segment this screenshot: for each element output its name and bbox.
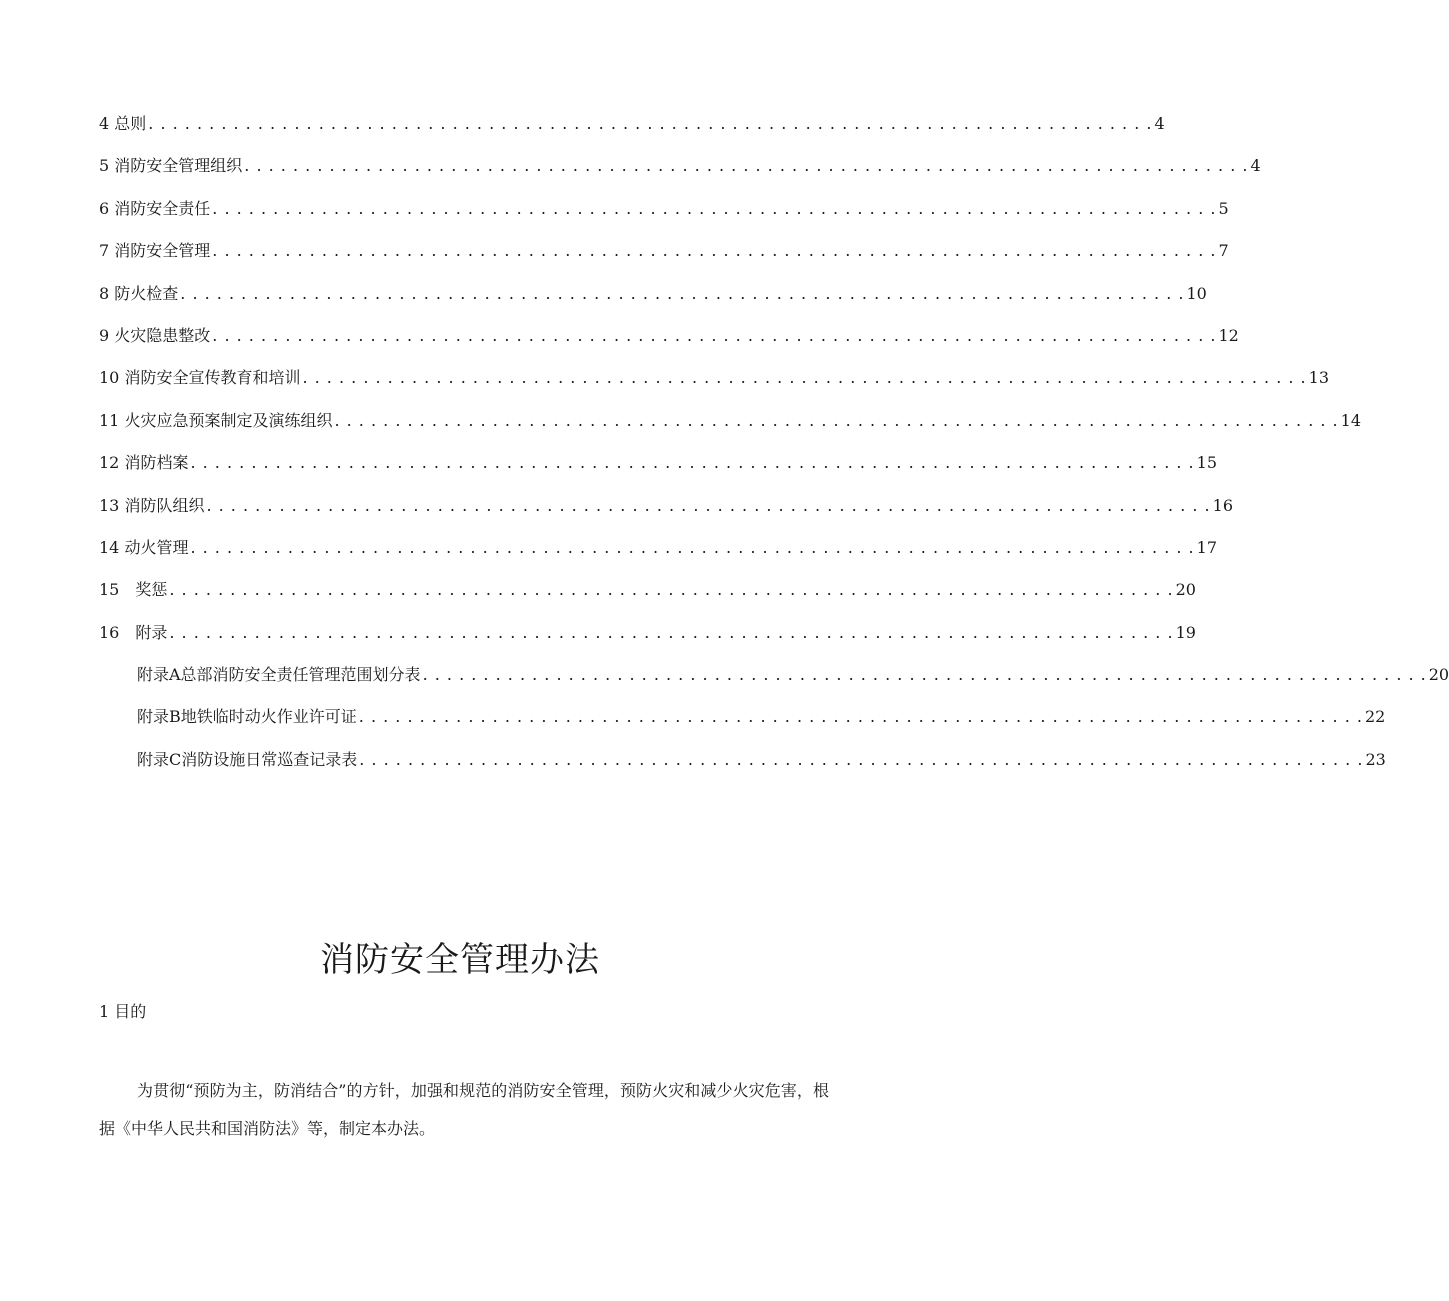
toc-entry-page: 15: [1196, 453, 1217, 473]
toc-entry-page: 12: [1218, 325, 1239, 345]
toc-leader-dots: . . . . . . . . . . . . . . . . . . . . . . . . . . . . . . . . . . . . . . . . . . . . . . . . . . . . . . . . . . . . . . . . . . . . . . . . . . . . . . . . . . .: [422, 665, 1427, 685]
toc-entry-label: 10 消防安全宣传教育和培训: [99, 368, 301, 388]
toc-leader-dots: . . . . . . . . . . . . . . . . . . . . . . . . . . . . . . . . . . . . . . . . . . . . . . . . . . . . . . . . . . . . . . . . . . . . . . . . . . . . . . . . . . .: [244, 156, 1249, 176]
toc-entry-label: 附录B地铁临时动火作业许可证: [137, 707, 357, 727]
toc-entry-label: 4 总则: [99, 114, 147, 133]
toc-entry[interactable]: [99, 619, 1196, 661]
toc-entry[interactable]: [99, 110, 1165, 152]
toc-leader-dots: . . . . . . . . . . . . . . . . . . . . . . . . . . . . . . . . . . . . . . . . . . . . . . . . . . . . . . . . . . . . . . . . . . . . . . . . . . . . . . . . . . .: [358, 707, 1363, 727]
toc-entry-label: 8 防火检查: [99, 283, 179, 303]
toc-entry[interactable]: [99, 746, 1386, 788]
toc-entry[interactable]: [99, 407, 1361, 449]
toc-entry-label: 14 动火管理: [99, 537, 189, 557]
toc-leader-dots: . . . . . . . . . . . . . . . . . . . . . . . . . . . . . . . . . . . . . . . . . . . . . . . . . . . . . . . . . . . . . . . . . . . . . . . . . . . . . . . . . . .: [212, 241, 1217, 261]
toc-entry-label: 11 火灾应急预案制定及演练组织: [99, 410, 333, 430]
toc-leader-dots: . . . . . . . . . . . . . . . . . . . . . . . . . . . . . . . . . . . . . . . . . . . . . . . . . . . . . . . . . . . . . . . . . . . . . . . . . . . . . . . . . . .: [190, 537, 1195, 557]
toc-leader-dots: . . . . . . . . . . . . . . . . . . . . . . . . . . . . . . . . . . . . . . . . . . . . . . . . . . . . . . . . . . . . . . . . . . . . . . . . . . . . . . . . . . .: [212, 325, 1217, 345]
section-heading: 1 目的: [99, 1002, 147, 1021]
toc-entry-label: 15 奖惩: [99, 580, 168, 600]
toc-entry-page: 19: [1175, 622, 1196, 642]
document-title: 消防安全管理办法: [320, 940, 600, 980]
toc-entry-page: 10: [1186, 283, 1207, 303]
toc-entry-page: 7: [1218, 241, 1229, 261]
toc-entry-page: 4: [1154, 114, 1165, 133]
toc-entry-page: 4: [1250, 156, 1261, 176]
toc-entry-label: 16 附录: [99, 622, 168, 642]
toc-entry-label: 5 消防安全管理组织: [99, 156, 243, 176]
toc-entry-label: 附录A总部消防安全责任管理范围划分表: [137, 665, 421, 685]
toc-entry[interactable]: [99, 195, 1229, 237]
toc-leader-dots: . . . . . . . . . . . . . . . . . . . . . . . . . . . . . . . . . . . . . . . . . . . . . . . . . . . . . . . . . . . . . . . . . . . . . . . . . . . . . . . . . . .: [190, 453, 1195, 473]
toc-entry-label: 附录C消防设施日常巡查记录表: [137, 749, 358, 769]
toc-entry[interactable]: [99, 280, 1207, 322]
toc-entry-label: 7 消防安全管理: [99, 241, 211, 261]
toc-entry-page: 17: [1196, 537, 1217, 557]
toc-entry[interactable]: [99, 237, 1229, 279]
toc-leader-dots: . . . . . . . . . . . . . . . . . . . . . . . . . . . . . . . . . . . . . . . . . . . . . . . . . . . . . . . . . . . . . . . . . . . . . . . . . . . . . . . . . . .: [206, 495, 1211, 515]
toc-leader-dots: . . . . . . . . . . . . . . . . . . . . . . . . . . . . . . . . . . . . . . . . . . . . . . . . . . . . . . . . . . . . . . . . . . . . . . . . . . . . . . . . . . .: [302, 368, 1307, 388]
toc-entry-label: 9 火灾隐患整改: [99, 325, 211, 345]
toc-entry-page: 23: [1365, 749, 1386, 769]
toc-leader-dots: . . . . . . . . . . . . . . . . . . . . . . . . . . . . . . . . . . . . . . . . . . . . . . . . . . . . . . . . . . . . . . . . . . . . . . . . . . . . . . . . . . .: [148, 114, 1153, 133]
toc-entry-page: 20: [1428, 665, 1449, 685]
toc-leader-dots: . . . . . . . . . . . . . . . . . . . . . . . . . . . . . . . . . . . . . . . . . . . . . . . . . . . . . . . . . . . . . . . . . . . . . . . . . . . . . . . . . . .: [334, 410, 1339, 430]
toc-entry-page: 5: [1218, 198, 1229, 218]
toc-entry[interactable]: [99, 661, 1449, 703]
table-of-contents: [99, 110, 1449, 788]
toc-entry[interactable]: [99, 492, 1233, 534]
toc-entry-label: 13 消防队组织: [99, 495, 205, 515]
toc-entry[interactable]: [99, 703, 1386, 745]
body-paragraph: 为贯彻“预防为主，防消结合”的方针，加强和规范的消防安全管理，预防火灾和减少火灾危害，根据《中华人民共和国消防法》等，制定本办法。: [99, 1081, 829, 1138]
toc-entry[interactable]: [99, 322, 1239, 364]
toc-entry[interactable]: [99, 152, 1261, 194]
toc-leader-dots: . . . . . . . . . . . . . . . . . . . . . . . . . . . . . . . . . . . . . . . . . . . . . . . . . . . . . . . . . . . . . . . . . . . . . . . . . . . . . . . . . . .: [180, 283, 1185, 303]
toc-entry-page: 20: [1175, 580, 1196, 600]
toc-entry[interactable]: [99, 364, 1329, 406]
toc-leader-dots: . . . . . . . . . . . . . . . . . . . . . . . . . . . . . . . . . . . . . . . . . . . . . . . . . . . . . . . . . . . . . . . . . . . . . . . . . . . . . . . . . . .: [212, 198, 1217, 218]
toc-entry-page: 14: [1340, 410, 1361, 430]
toc-entry-page: 22: [1364, 707, 1386, 727]
toc-entry-label: 6 消防安全责任: [99, 198, 211, 218]
toc-entry[interactable]: [99, 534, 1217, 576]
toc-entry-page: 13: [1308, 368, 1329, 388]
toc-entry-page: 16: [1212, 495, 1233, 515]
toc-leader-dots: . . . . . . . . . . . . . . . . . . . . . . . . . . . . . . . . . . . . . . . . . . . . . . . . . . . . . . . . . . . . . . . . . . . . . . . . . . . . . . . . . . .: [359, 749, 1364, 769]
toc-entry[interactable]: [99, 576, 1196, 618]
toc-entry-label: 12 消防档案: [99, 453, 189, 473]
toc-leader-dots: . . . . . . . . . . . . . . . . . . . . . . . . . . . . . . . . . . . . . . . . . . . . . . . . . . . . . . . . . . . . . . . . . . . . . . . . . . . . . . . . . . .: [169, 622, 1174, 642]
toc-entry[interactable]: [99, 449, 1217, 491]
toc-leader-dots: . . . . . . . . . . . . . . . . . . . . . . . . . . . . . . . . . . . . . . . . . . . . . . . . . . . . . . . . . . . . . . . . . . . . . . . . . . . . . . . . . . .: [169, 580, 1174, 600]
